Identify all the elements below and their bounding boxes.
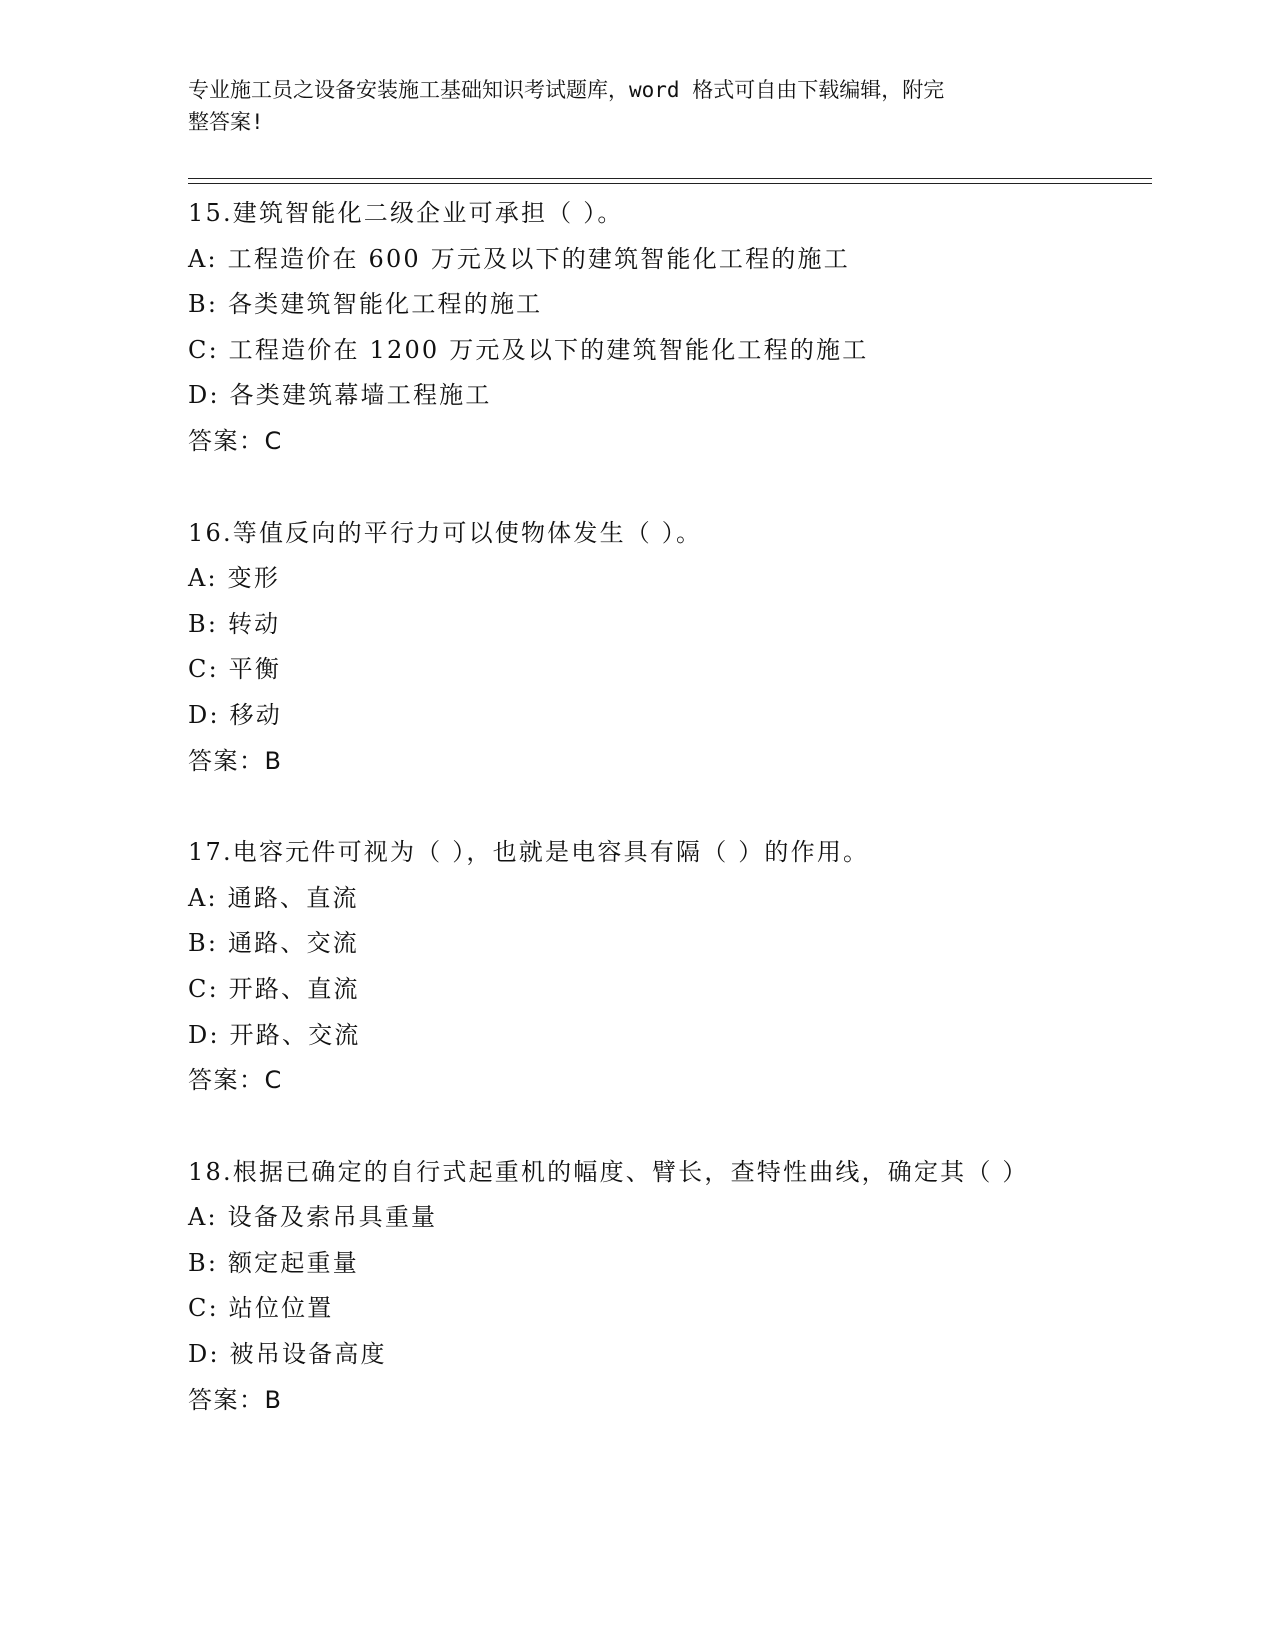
option-d: D: 被吊设备高度 [188,1340,387,1369]
option-b: B: 通路、交流 [188,929,359,958]
answer-line: 答案：B [188,746,283,775]
header-divider-top [188,178,1152,179]
option-c: C: 平衡 [188,655,282,684]
question-stem: 15.建筑智能化二级企业可承担（ ）。 [188,199,624,227]
option-c: C: 工程造价在 1200 万元及以下的建筑智能化工程的施工 [188,335,869,364]
question-list [188,191,1088,1469]
option-b: B: 各类建筑智能化工程的施工 [188,290,543,319]
answer-line: 答案：C [188,426,283,455]
option-a: A: 变形 [188,564,281,593]
option-d: D: 各类建筑幕墙工程施工 [188,381,492,410]
document-header [188,74,1068,138]
header-line-2: 整答案! [188,110,264,134]
option-b: B: 额定起重量 [188,1248,359,1277]
question-18 [188,1150,1088,1424]
question-stem: 18.根据已确定的自行式起重机的幅度、臂长，查特性曲线，确定其（ ） [188,1157,1029,1186]
option-d: D: 开路、交流 [188,1020,361,1049]
answer-line: 答案：C [188,1066,283,1095]
header-divider-bottom [188,183,1152,184]
question-stem: 17.电容元件可视为（ ），也就是电容具有隔（ ）的作用。 [188,838,870,867]
header-line-1: 专业施工员之设备安装施工基础知识考试题库，word 格式可自由下载编辑，附完 [188,78,945,102]
option-c: C: 开路、直流 [188,974,360,1003]
question-16 [188,511,1088,785]
question-17 [188,830,1088,1104]
option-d: D: 移动 [188,700,282,729]
option-a: A: 工程造价在 600 万元及以下的建筑智能化工程的施工 [188,244,850,273]
question-stem: 16.等值反向的平行力可以使物体发生（ ）。 [188,518,703,547]
option-a: A: 设备及索吊具重量 [188,1203,438,1232]
option-b: B: 转动 [188,609,281,638]
option-c: C: 站位位置 [188,1294,334,1323]
answer-line: 答案：B [188,1385,283,1414]
option-a: A: 通路、直流 [188,883,359,912]
question-15 [188,191,1088,465]
